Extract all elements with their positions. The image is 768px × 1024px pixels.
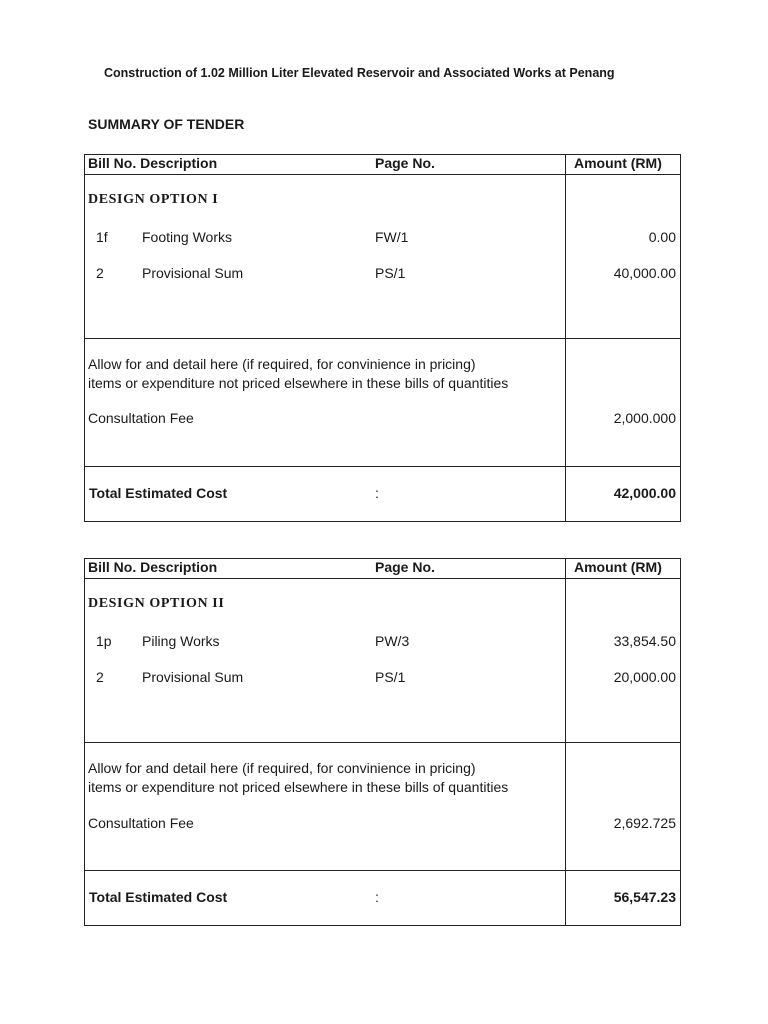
item-bill-no: 2 bbox=[96, 669, 104, 685]
consultation-fee-amount: 2,000.000 bbox=[613, 410, 676, 426]
total-colon: : bbox=[375, 485, 379, 501]
header-description: Bill No. Description bbox=[88, 155, 218, 171]
section-divider bbox=[85, 338, 680, 339]
allowance-note-line-1: Allow for and detail here (if required, for convinience in pricing) bbox=[88, 760, 476, 776]
total-amount: 56,547.23 bbox=[613, 889, 676, 905]
total-label: Total Estimated Cost bbox=[89, 889, 228, 905]
allowance-note-line-2: items or expenditure not priced elsewhere in these bills of quantities bbox=[88, 375, 509, 391]
header-divider bbox=[85, 578, 680, 579]
item-bill-no: 2 bbox=[96, 265, 104, 281]
consultation-fee-label: Consultation Fee bbox=[88, 815, 194, 831]
allowance-note-line-1: Allow for and detail here (if required, for convinience in pricing) bbox=[88, 356, 476, 372]
header-page-no: Page No. bbox=[375, 155, 435, 171]
total-divider bbox=[85, 870, 680, 871]
allowance-note-line-2: items or expenditure not priced elsewhere in these bills of quantities bbox=[88, 779, 509, 795]
design-option-label: DESIGN OPTION II bbox=[88, 596, 225, 611]
tender-table-option-1 bbox=[84, 154, 681, 522]
header-amount: Amount (RM) bbox=[574, 559, 662, 575]
item-page-no: PS/1 bbox=[375, 265, 406, 281]
item-page-no: PW/3 bbox=[375, 633, 410, 649]
total-amount: 42,000.00 bbox=[613, 485, 676, 501]
item-amount: 33,854.50 bbox=[613, 633, 676, 649]
item-amount: 20,000.00 bbox=[613, 669, 676, 685]
design-option-label: DESIGN OPTION I bbox=[88, 192, 219, 207]
summary-heading: SUMMARY OF TENDER bbox=[88, 116, 245, 132]
item-page-no: FW/1 bbox=[375, 229, 409, 245]
item-description: Footing Works bbox=[142, 229, 232, 245]
item-bill-no: 1p bbox=[96, 633, 112, 649]
document-title: Construction of 1.02 Million Liter Elevated Reservoir and Associated Works at Penang bbox=[104, 66, 615, 80]
consultation-fee-label: Consultation Fee bbox=[88, 410, 194, 426]
item-amount: 40,000.00 bbox=[613, 265, 676, 281]
total-divider bbox=[85, 466, 680, 467]
item-page-no: PS/1 bbox=[375, 669, 406, 685]
section-divider bbox=[85, 742, 680, 743]
item-amount: 0.00 bbox=[648, 229, 676, 245]
tender-table-option-2 bbox=[84, 558, 681, 926]
item-description: Provisional Sum bbox=[142, 669, 244, 685]
consultation-fee-amount: 2,692.725 bbox=[613, 815, 676, 831]
header-amount: Amount (RM) bbox=[574, 155, 662, 171]
total-colon: : bbox=[375, 889, 379, 905]
header-description: Bill No. Description bbox=[88, 559, 218, 575]
header-divider bbox=[85, 174, 680, 175]
total-label: Total Estimated Cost bbox=[89, 485, 228, 501]
header-page-no: Page No. bbox=[375, 559, 435, 575]
item-bill-no: 1f bbox=[96, 229, 108, 245]
item-description: Provisional Sum bbox=[142, 265, 244, 281]
item-description: Piling Works bbox=[142, 633, 220, 649]
